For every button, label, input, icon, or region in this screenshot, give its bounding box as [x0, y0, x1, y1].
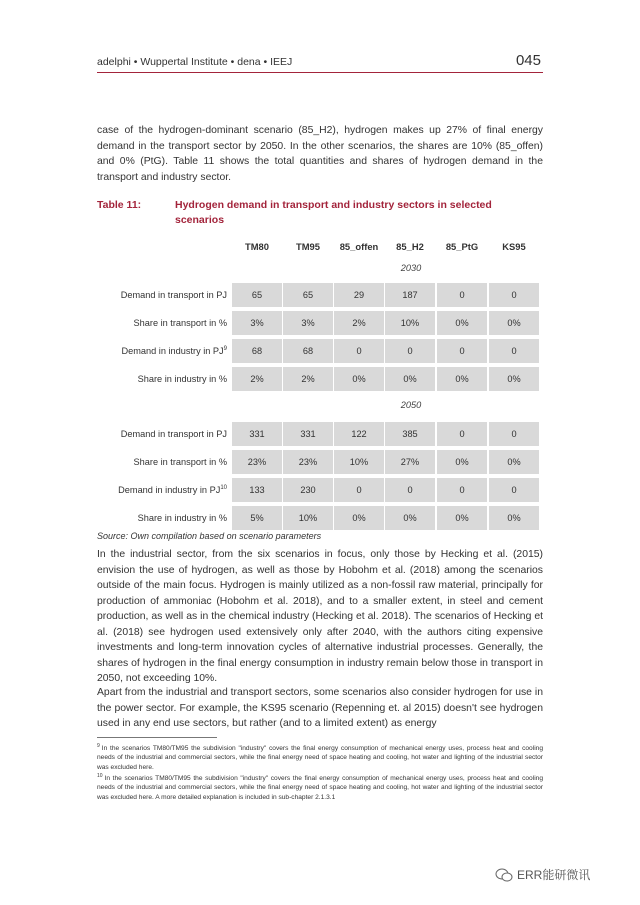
footnote-rule [97, 737, 217, 738]
table-cell: 3% [232, 311, 282, 335]
table-cell: 133 [232, 478, 282, 502]
table-cell: 10% [334, 450, 384, 474]
table-cell: 0 [385, 339, 435, 363]
table-cell: 65 [283, 283, 333, 307]
wechat-icon [495, 868, 513, 882]
page-header [97, 52, 543, 72]
paragraph-power: Apart from the industrial and transport sectors, some scenarios also consider hydrogen for use in the power sector. For example, the KS95 scenario (Repenning et. al 2015) doesn't see hydrogen used in any end use sectors, but rather (and to a limited extent) as energy [97, 687, 543, 729]
table-cell: 0 [489, 422, 539, 446]
row-label [97, 290, 227, 300]
table-cell: 0 [489, 283, 539, 307]
row-label-text: Demand in transport in PJ [120, 290, 227, 300]
table-cell: 0% [437, 367, 487, 391]
row-label-text: Demand in industry in PJ [118, 485, 221, 496]
paragraph-industry: In the industrial sector, from the six scenarios in focus, only those by Hecking et al. (2015) envision the use of hydrogen, as well as those by Hobohm et al. (2018) among the scenarios outside of the main focus. Hydrogen is mainly utilized as a non-fossil raw material, principally for production of ammoniac (Hobohm et al. 2018), and to a smaller extent, in steel and cement production, as well as in the chemical industry (Hecking et al. 2018). The scenarios of Hecking et al. (2018) see hydrogen used extensively only after 2040, with the authors citing expensive investments and long-term innovation cycles of alternative industrial processes. Generally, the shares of hydrogen in the final energy consumption in industry remain below those in transport in 2050, not exceeding 10%. [97, 549, 543, 684]
row-label [97, 485, 227, 495]
table-cell: 0% [489, 311, 539, 335]
footnote-10 [97, 772, 543, 802]
table-cell: 230 [283, 478, 333, 502]
header-authors: adelphi • Wuppertal Institute • dena • IEEJ [97, 56, 293, 68]
table-cell: 331 [232, 422, 282, 446]
table-cell: 122 [334, 422, 384, 446]
table-cell: 0% [334, 367, 384, 391]
column-header: 85_offen [339, 241, 379, 252]
table-cell: 10% [283, 506, 333, 530]
year-label: 2050 [400, 400, 422, 410]
row-label-text: Demand in industry in PJ [121, 346, 224, 357]
table-caption-line1: Hydrogen demand in transport and industry sectors in selected [175, 199, 492, 211]
table-cell: 27% [385, 450, 435, 474]
footnote-ref: 9 [223, 346, 227, 352]
table-cell: 2% [232, 367, 282, 391]
table-cell: 0% [437, 506, 487, 530]
watermark [495, 866, 590, 883]
table-cell: 187 [385, 283, 435, 307]
table-cell: 23% [283, 450, 333, 474]
footnote-10-number: 10 [97, 773, 103, 779]
row-label [97, 374, 227, 384]
row-label-text: Share in transport in % [133, 318, 227, 328]
table-cell: 0% [437, 311, 487, 335]
row-label-text: Share in industry in % [137, 513, 227, 523]
table-cell: 29 [334, 283, 384, 307]
column-header: KS95 [502, 241, 526, 252]
table-cell: 65 [232, 283, 282, 307]
footnote-9-number: 9 [97, 743, 100, 749]
footnote-ref: 10 [220, 485, 227, 491]
table-cell: 5% [232, 506, 282, 530]
row-label [97, 318, 227, 328]
column-header: 85_PtG [445, 241, 479, 252]
table-cell: 0 [437, 283, 487, 307]
table-cell: 331 [283, 422, 333, 446]
footnote-10-text: In the scenarios TM80/TM95 the subdivision "industry" covers the final energy consumption of mechanical energy uses, process heat and cooling needs of the industrial and commercial sectors, while the final energy need of space heating and cooling, hot water and lighting of the industrial sector was excluded here. A more detailed explanation is included in sub-chapter 2.1.3.1 [97, 775, 543, 801]
row-label [97, 429, 227, 439]
table-caption-line2: scenarios [175, 214, 225, 226]
column-header: TM95 [296, 241, 320, 252]
table-caption-number: Table 11: [97, 199, 142, 211]
year-label: 2030 [400, 263, 422, 273]
table-cell: 68 [283, 339, 333, 363]
footnote-9-text: In the scenarios TM80/TM95 the subdivision "industry" covers the final energy consumption of mechanical energy uses, process heat and cooling needs of the industrial and commercial sectors, while the final energy need of space heating and cooling, hot water and lighting of the industrial sector was excluded here. [97, 745, 543, 771]
table-source: Source: Own compilation based on scenario parameters [97, 531, 322, 541]
row-label-text: Share in industry in % [137, 374, 227, 384]
row-label-text: Demand in transport in PJ [120, 429, 227, 439]
table-cell: 0% [385, 506, 435, 530]
row-label [97, 513, 227, 523]
table-cell: 0% [334, 506, 384, 530]
table-cell: 0% [489, 450, 539, 474]
header-rule [97, 72, 543, 73]
table-cell: 0 [437, 422, 487, 446]
row-label-text: Share in transport in % [133, 457, 227, 467]
table-cell: 23% [232, 450, 282, 474]
table-cell: 0% [385, 367, 435, 391]
column-header: TM80 [245, 241, 269, 252]
table-cell: 2% [283, 367, 333, 391]
row-label [97, 346, 227, 356]
table-cell: 0 [334, 339, 384, 363]
footnote-9 [97, 742, 543, 772]
table-cell: 3% [283, 311, 333, 335]
table-cell: 0 [385, 478, 435, 502]
table-cell: 0% [489, 506, 539, 530]
table-cell: 0 [489, 478, 539, 502]
paragraph-intro: case of the hydrogen-dominant scenario (85_H2), hydrogen makes up 27% of final energy demand in the transport sector by 2050. In the other scenarios, the shares are 10% (85_offen) and 0% (PtG). Table 11 shows the total quantities and shares of hydrogen demand in the transport and industry sector. [97, 125, 543, 183]
row-label [97, 457, 227, 467]
table-cell: 0 [437, 478, 487, 502]
table-cell: 0% [489, 367, 539, 391]
table-caption [97, 198, 543, 228]
table-cell: 0 [437, 339, 487, 363]
table-cell: 385 [385, 422, 435, 446]
table-cell: 2% [334, 311, 384, 335]
table-cell: 68 [232, 339, 282, 363]
table-cell: 0 [334, 478, 384, 502]
watermark-text: ERR能研微讯 [517, 868, 591, 882]
table-cell: 0% [437, 450, 487, 474]
table-cell: 0 [489, 339, 539, 363]
page-number: 045 [515, 52, 541, 69]
column-header: 85_H2 [396, 241, 424, 252]
table-cell: 10% [385, 311, 435, 335]
